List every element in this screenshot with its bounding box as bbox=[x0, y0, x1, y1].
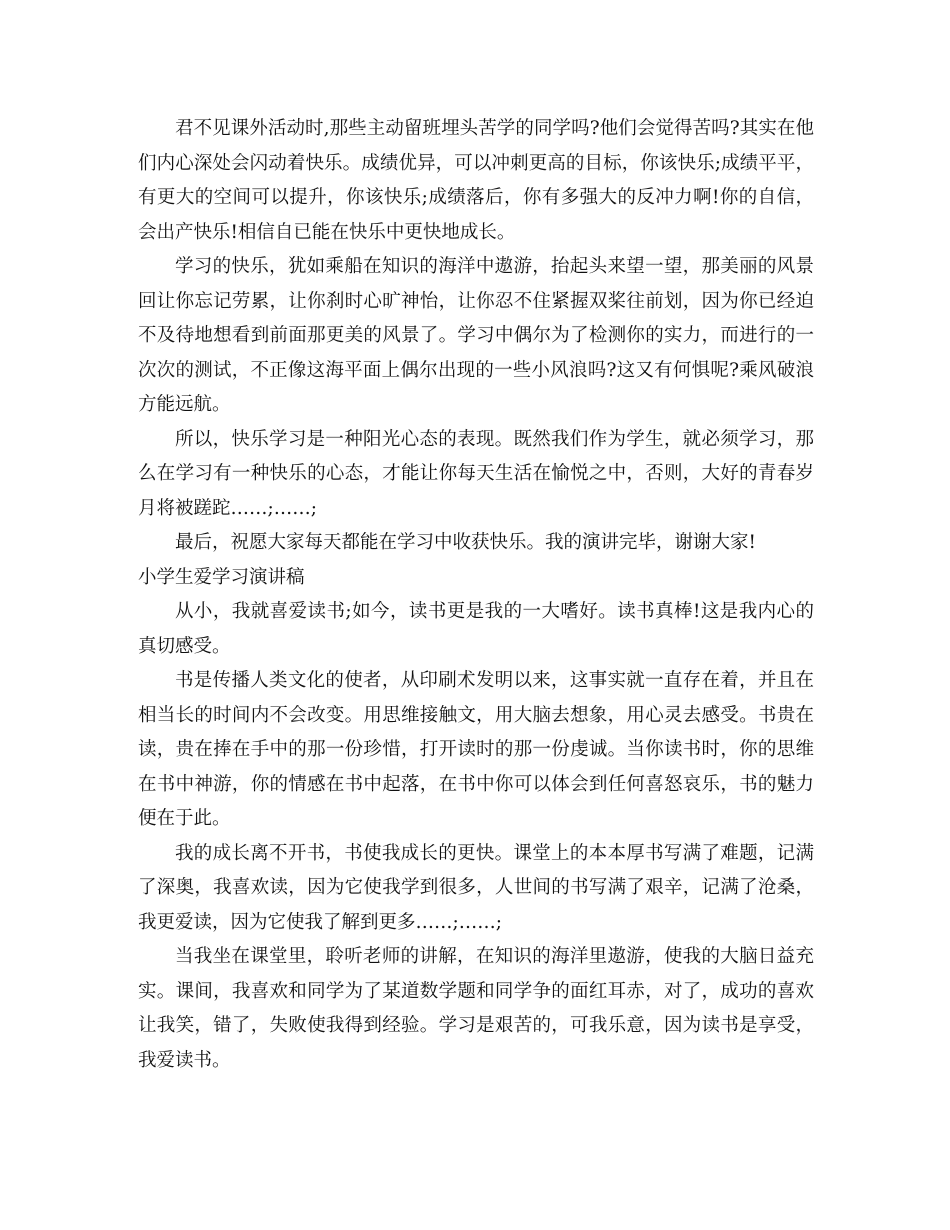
paragraph: 我的成长离不开书，书使我成长的更快。课堂上的本本厚书写满了难题，记满了深奥，我喜欢读，因为它使我学到很多，人世间的书写满了艰辛，记满了沧桑，我更爱读，因为它使我了解到更多……;……; bbox=[138, 842, 814, 933]
paragraph: 书是传播人类文化的使者，从印刷术发明以来，这事实就一直存在着，并且在相当长的时间内不会改变。用思维接触文，用大脑去想象，用心灵去感受。书贵在读，贵在捧在手中的那一份珍惜，打开读时的那一份虔诚。当你读书时，你的思维在书中神游，你的情感在书中起落，在书中你可以体会到任何喜怒哀乐，书的魅力便在于此。 bbox=[138, 670, 814, 829]
paragraph: 学习的快乐，犹如乘船在知识的海洋中遨游，抬起头来望一望，那美丽的风景回让你忘记劳累，让你刹时心旷神怡，让你忍不住紧握双桨往前划，因为你已经迫不及待地想看到前面那更美的风景了。学习中偶尔为了检测你的实力，而进行的一次次的测试，不正像这海平面上偶尔出现的一些小风浪吗?这又有何惧呢?乘风破浪方能远航。 bbox=[138, 256, 814, 415]
paragraph: 君不见课外活动时,那些主动留班埋头苦学的同学吗?他们会觉得苦吗?其实在他们内心深处会闪动着快乐。成绩优异，可以冲刺更高的目标，你该快乐;成绩平平，有更大的空间可以提升，你该快乐;成绩落后，你有多强大的反冲力啊!你的自信，会出产快乐!相信自已能在快乐中更快地成长。 bbox=[138, 118, 814, 243]
paragraph: 最后，祝愿大家每天都能在学习中收获快乐。我的演讲完毕，谢谢大家! bbox=[175, 532, 756, 553]
document-body bbox=[138, 112, 814, 1078]
paragraph: 当我坐在课堂里，聆听老师的讲解，在知识的海洋里遨游，使我的大脑日益充实。课间，我喜欢和同学为了某道数学题和同学争的面红耳赤，对了，成功的喜欢让我笑，错了，失败使我得到经验。学习是艰苦的，可我乐意，因为读书是享受，我爱读书。 bbox=[138, 946, 814, 1071]
paragraph: 从小，我就喜爱读书;如今，读书更是我的一大嗜好。读书真棒!这是我内心的真切感受。 bbox=[138, 601, 814, 657]
paragraph: 所以，快乐学习是一种阳光心态的表现。既然我们作为学生，就必须学习，那么在学习有一种快乐的心态，才能让你每天生活在愉悦之中，否则，大好的青春岁月将被蹉跎……;……; bbox=[138, 428, 814, 519]
section-title: 小学生爱学习演讲稿 bbox=[138, 566, 305, 588]
